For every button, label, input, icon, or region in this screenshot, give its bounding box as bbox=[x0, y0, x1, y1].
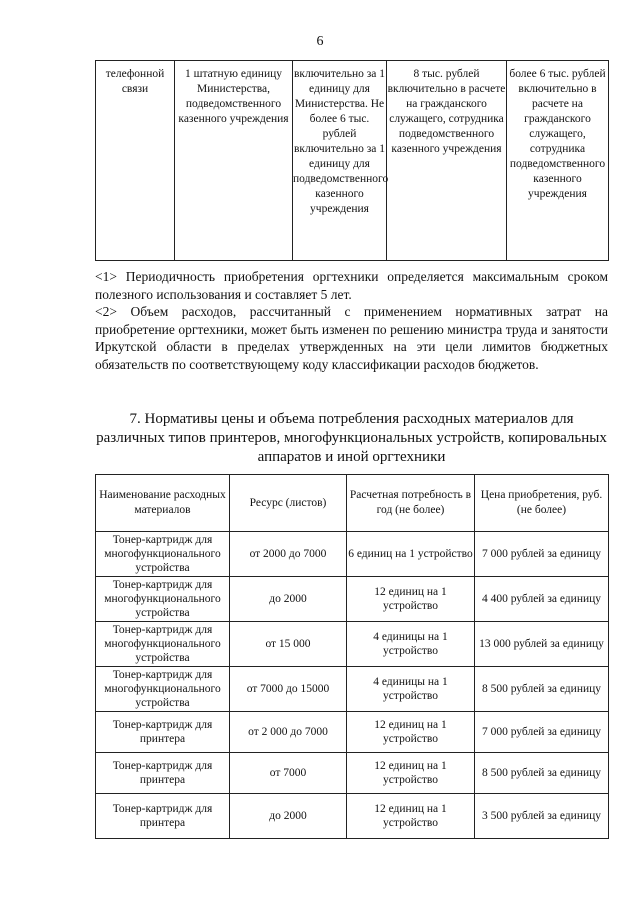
table-cell: 4 400 рублей за единицу bbox=[475, 577, 609, 622]
footnote-2: <2> Объем расходов, рассчитанный с применением нормативных затрат на приобретение оргтехники, может быть изменен по решению министра труда и занятости Иркутской области в пределах утвержденных на эти цели лимитов бюджетных обязательств по соответствующему коду классификации расходов бюджетов. bbox=[95, 304, 608, 372]
table-cell: от 2 000 до 7000 bbox=[230, 712, 347, 753]
column-header: Ресурс (листов) bbox=[230, 475, 347, 532]
table-cell: 8 500 рублей за единицу bbox=[475, 753, 609, 794]
table-row bbox=[96, 667, 609, 712]
table-cell: Тонер-картридж для многофункционального устройства bbox=[96, 577, 230, 622]
column-header: Расчетная потребность в год (не более) bbox=[347, 475, 475, 532]
footnote-1: <1> Периодичность приобретения оргтехники определяется максимальным сроком полезного использования и составляет 5 лет. bbox=[95, 269, 608, 302]
section-title: 7. Нормативы цены и объема потребления расходных материалов для различных типов принтеров, многофункциональных устройств, копировальных аппаратов и иной оргтехники bbox=[96, 411, 607, 465]
table-cell: 12 единиц на 1 устройство bbox=[347, 712, 475, 753]
table-row bbox=[96, 794, 609, 839]
table-cell: включительно за 1 единицу для Министерства. Не более 6 тыс. рублей включительно за 1 единицу для подведомственного казенного учреждения bbox=[293, 61, 387, 261]
table-row bbox=[96, 61, 609, 261]
table-cell: от 7000 до 15000 bbox=[230, 667, 347, 712]
table-cell: 13 000 рублей за единицу bbox=[475, 622, 609, 667]
table-cell: Тонер-картридж для принтера bbox=[96, 753, 230, 794]
column-header: Цена приобретения, руб. (не более) bbox=[475, 475, 609, 532]
table-row bbox=[96, 753, 609, 794]
table-cell: 8 тыс. рублей включительно в расчете на гражданского служащего, сотрудника подведомственного казенного учреждения bbox=[387, 61, 507, 261]
table-cell: 7 000 рублей за единицу bbox=[475, 532, 609, 577]
table-cell: Тонер-картридж для многофункционального устройства bbox=[96, 667, 230, 712]
table-cell: до 2000 bbox=[230, 794, 347, 839]
table-cell: Тонер-картридж для многофункционального устройства bbox=[96, 532, 230, 577]
table-cell: от 15 000 bbox=[230, 622, 347, 667]
table-cell: 3 500 рублей за единицу bbox=[475, 794, 609, 839]
page-number: 6 bbox=[316, 34, 324, 49]
table-cell: 12 единиц на 1 устройство bbox=[347, 577, 475, 622]
table-row bbox=[96, 622, 609, 667]
table-cell: 4 единицы на 1 устройство bbox=[347, 667, 475, 712]
footnotes bbox=[95, 268, 608, 373]
table-cell: до 2000 bbox=[230, 577, 347, 622]
table-cell: телефонной связи bbox=[96, 61, 175, 261]
table-cell: от 7000 bbox=[230, 753, 347, 794]
table-cell: 8 500 рублей за единицу bbox=[475, 667, 609, 712]
table-row bbox=[96, 577, 609, 622]
table-cell: 6 единиц на 1 устройство bbox=[347, 532, 475, 577]
table-cell: Тонер-картридж для принтера bbox=[96, 712, 230, 753]
table-cell: Тонер-картридж для принтера bbox=[96, 794, 230, 839]
table-row bbox=[96, 712, 609, 753]
table-cell: 12 единиц на 1 устройство bbox=[347, 753, 475, 794]
column-header: Наименование расходных материалов bbox=[96, 475, 230, 532]
table-cell: Тонер-картридж для многофункционального устройства bbox=[96, 622, 230, 667]
continued-table bbox=[95, 60, 609, 261]
table-cell: 1 штатную единицу Министерства, подведомственного казенного учреждения bbox=[175, 61, 293, 261]
norms-table bbox=[95, 474, 609, 839]
table-cell: от 2000 до 7000 bbox=[230, 532, 347, 577]
table-cell: 7 000 рублей за единицу bbox=[475, 712, 609, 753]
table-row bbox=[96, 532, 609, 577]
table-header-row bbox=[96, 475, 609, 532]
table-cell: 12 единиц на 1 устройство bbox=[347, 794, 475, 839]
table-cell: более 6 тыс. рублей включительно в расчете на гражданского служащего, сотрудника подведомственного казенного учреждения bbox=[507, 61, 609, 261]
table-cell: 4 единицы на 1 устройство bbox=[347, 622, 475, 667]
